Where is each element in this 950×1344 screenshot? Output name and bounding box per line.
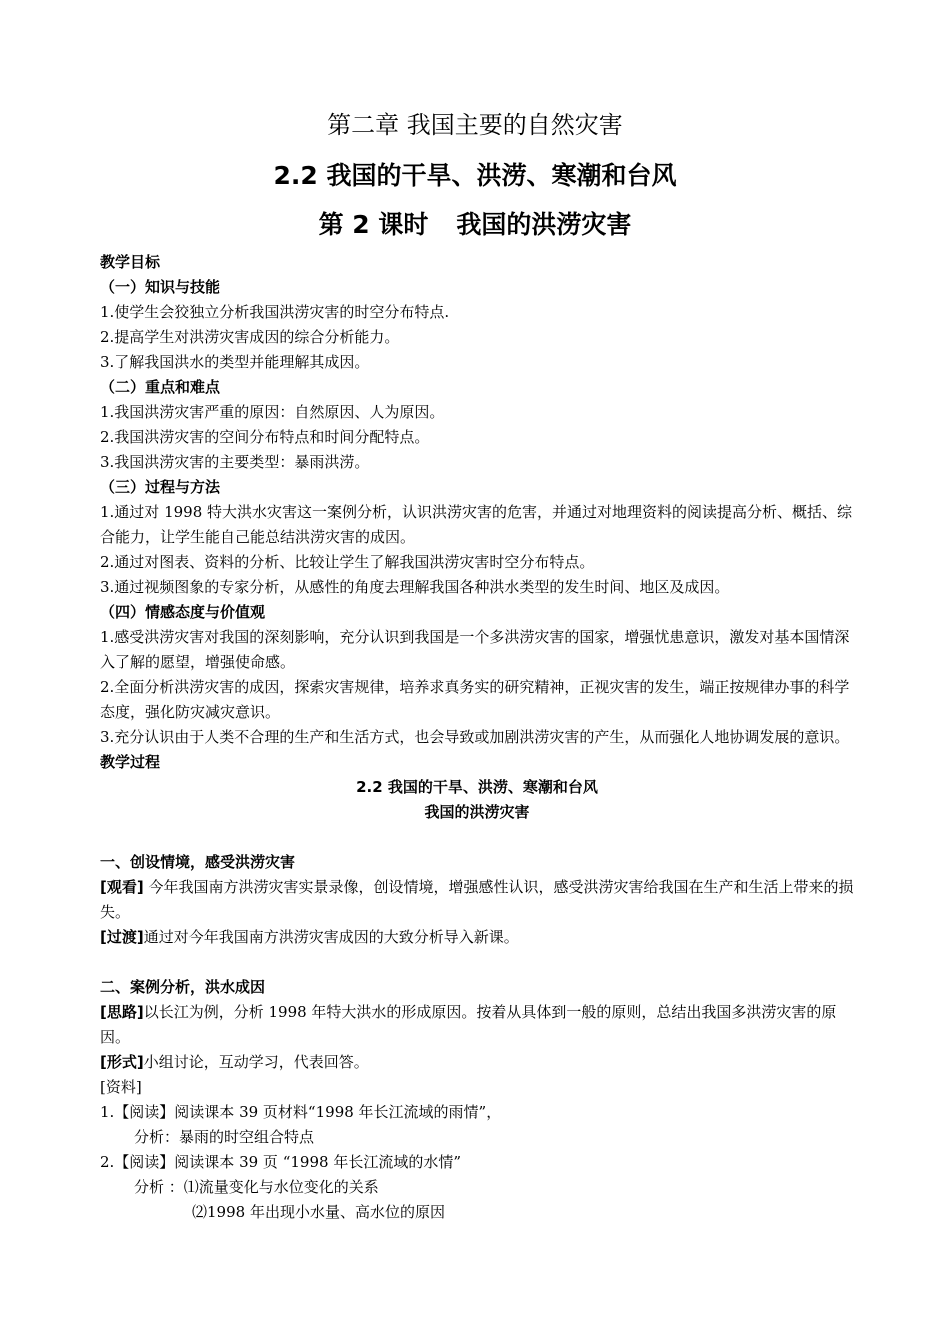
material-tag: [资料] (100, 1078, 142, 1096)
knowledge-item: 3.了解我国洪水的类型并能理解其成因。 (100, 353, 370, 371)
part1-heading: 一、创设情境，感受洪涝灾害 (100, 853, 296, 871)
watch-text: 今年我国南方洪涝灾害实景录像，创设情境，增强感性认识，感受洪涝灾害给我国在生产和生活上带来的损失。 (100, 878, 854, 921)
key-points-heading: （二）重点和难点 (100, 378, 221, 396)
key-point-item: 1.我国洪涝灾害严重的原因：自然原因、人为原因。 (100, 403, 445, 421)
key-point-item: 3.我国洪涝灾害的主要类型：暴雨洪涝。 (100, 453, 370, 471)
key-point-item: 2.我国洪涝灾害的空间分布特点和时间分配特点。 (100, 428, 430, 446)
attitude-item: 2.全面分析洪涝灾害的成因，探索灾害规律，培养求真务实的研究精神，正视灾害的发生，端正按规律办事的科学态度，强化防灾减灾意识。 (100, 678, 850, 721)
lesson-title (0, 209, 950, 241)
process-item: 1.通过对 1998 特大洪水灾害这一案例分析，认识洪涝灾害的危害，并通过对地理资料的阅读提高分析、概括、综合能力，让学生能自己能总结洪涝灾害的成因。 (100, 503, 853, 546)
idea-tag: [思路] (100, 1003, 144, 1021)
knowledge-item: 2.提高学生对洪涝灾害成因的综合分析能力。 (100, 328, 400, 346)
attitude-heading: （四）情感态度与价值观 (100, 603, 266, 621)
objectives-heading: 教学目标 (100, 253, 161, 271)
idea-paragraph (100, 1000, 854, 1050)
section-title: 2.2 我国的干旱、洪涝、寒潮和台风 (273, 161, 677, 190)
knowledge-item: 1.使学生会狡独立分析我国洪涝灾害的时空分布特点. (100, 303, 450, 321)
attitude-item: 1.感受洪涝灾害对我国的深刻影响，充分认识到我国是一个多洪涝灾害的国家，增强忧患意识，激发对基本国情深入了解的愿望，增强使命感。 (100, 628, 850, 671)
lesson-number: 第 2 课时 (318, 210, 429, 239)
reading-item: 2.【阅读】阅读课本 39 页 “1998 年长江流域的水情” (100, 1153, 461, 1171)
analysis-line: ⑵1998 年出现小水量、高水位的原因 (192, 1203, 445, 1221)
knowledge-heading: （一）知识与技能 (100, 278, 221, 296)
form-text: 小组讨论，互动学习，代表回答。 (143, 1053, 369, 1071)
lesson-name: 我国的洪涝灾害 (456, 210, 632, 239)
process-subtitle: 2.2 我国的干旱、洪涝、寒潮和台风 (356, 778, 598, 796)
document-body (100, 250, 854, 1225)
transition-tag: [过渡] (100, 928, 144, 946)
reading-item: 1.【阅读】阅读课本 39 页材料“1998 年长江流域的雨情”， (100, 1103, 502, 1121)
watch-tag: [观看] (100, 878, 144, 896)
watch-paragraph (100, 875, 854, 925)
part2-heading: 二、案例分析，洪水成因 (100, 978, 266, 996)
analysis-line: 分析：暴雨的时空组合特点 (134, 1128, 315, 1146)
process-item: 2.通过对图表、资料的分析、比较让学生了解我国洪涝灾害时空分布特点。 (100, 553, 595, 571)
form-paragraph (100, 1050, 854, 1075)
idea-text: 以长江为例，分析 1998 年特大洪水的形成原因。按着从具体到一般的原则，总结出我国多洪涝灾害的原因。 (100, 1003, 837, 1046)
process-subtitle: 我国的洪涝灾害 (424, 803, 530, 821)
teaching-process-heading: 教学过程 (100, 753, 161, 771)
process-heading: （三）过程与方法 (100, 478, 221, 496)
process-item: 3.通过视频图象的专家分析，从感性的角度去理解我国各种洪水类型的发生时间、地区及成因。 (100, 578, 730, 596)
attitude-item: 3.充分认识由于人类不合理的生产和生活方式，也会导致或加剧洪涝灾害的产生，从而强化人地协调发展的意识。 (100, 728, 850, 746)
transition-text: 通过对今年我国南方洪涝灾害成因的大致分析导入新课。 (143, 928, 519, 946)
analysis-line: 分析 ：⑴流量变化与水位变化的关系 (134, 1178, 379, 1196)
form-tag: [形式] (100, 1053, 144, 1071)
chapter-title: 第二章 我国主要的自然灾害 (327, 111, 623, 139)
transition-paragraph (100, 925, 854, 950)
